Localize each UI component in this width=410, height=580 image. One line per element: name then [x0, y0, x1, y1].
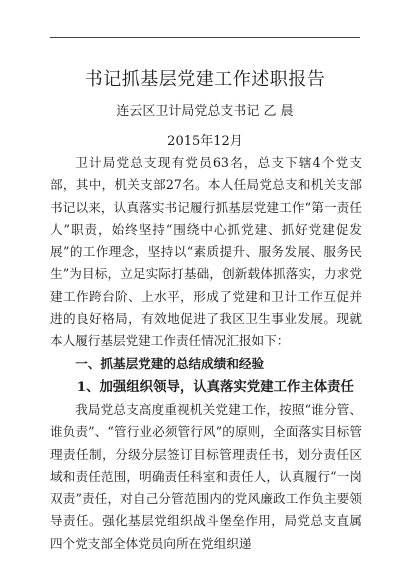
header-rule [50, 37, 360, 38]
subsection-heading: 1、加强组织领导，认真落实党建工作主体责任 [76, 378, 354, 395]
subsection-paragraph: 我局党总支高度重视机关党建工作，按照“谁分管、谁负责”、“管行业必须管行风”的原则，全面落实目标管理责任制，分级分层签订目标管理责任书，划分责任区域和责任范围，明确责任科室和责任人，认真履行“一岗双责”责任，对自己分管范围内的党风廉政工作负主要领导责任。强化基层党组织战斗堡垒作用，局党总支直属四个党支部全体党员向所在党组织递 [50, 401, 362, 551]
intro-paragraph: 卫计局党总支现有党员63名，总支下辖4个党支部，其中，机关支部27名。本人任局党总支和机关支部书记以来，认真落实书记履行抓基层党建工作“第一责任人”职责，始终坚持“围绕中心抓党建、抓好党建促发展”的工作理念，坚持以“素质提升、服务发展、服务民生”为目标，立足实际打基础，创新载体抓落实，力求党建工作跨台阶、上水平，形成了党建和卫计工作互促并进的良好格局，有效地促进了我区卫生事业发展。现就本人履行基层党建工作责任情况汇报如下： [50, 155, 362, 349]
report-title: 书记抓基层党建工作述职报告 [84, 69, 326, 90]
report-date: 2015年12月 [167, 134, 243, 149]
section-heading: 一、抓基层党建的总结成绩和经验 [75, 355, 265, 371]
author-line: 连云区卫计局党总支书记 乙 晨 [116, 104, 294, 119]
report-body [50, 152, 362, 555]
